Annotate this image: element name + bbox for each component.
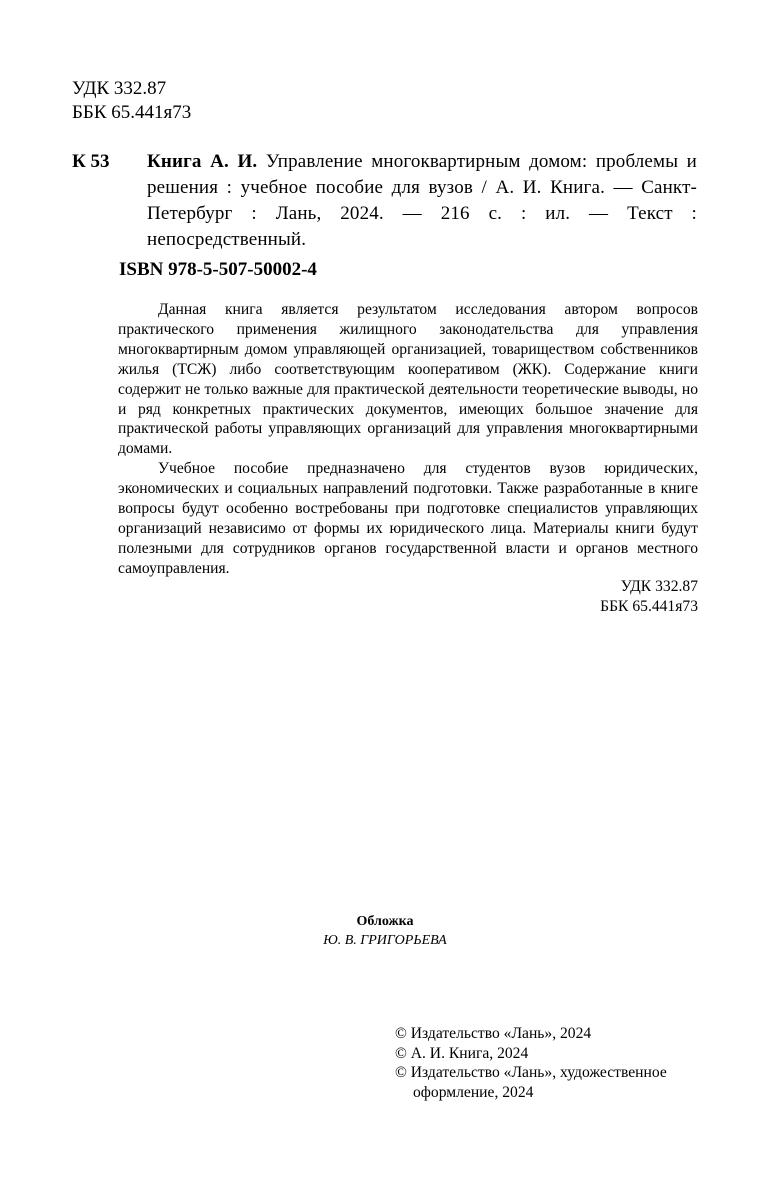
copyright-line: © Издательство «Лань», 2024: [395, 1025, 592, 1042]
annotation: [118, 300, 698, 579]
bbk-code: ББК 65.441я73: [72, 102, 192, 123]
classification-codes-top: [72, 77, 191, 125]
annotation-paragraph: Данная книга является результатом исследования автором вопросов практического применения жилищного законодательства для управления многоквартирным домом управляющей организацией, товариществом собственников жилья (ТСЖ) либо соответствующим кооперативом (ЖК). Содержание книги содержит не только важные для практической деятельности теоретические выводы, но и ряд конкретных практических документов, имеющих большое значение для практической работы управляющих организаций для управления многоквартирными домами.: [118, 301, 698, 458]
bibliographic-description: [147, 149, 697, 253]
bbk-code: ББК 65.441я73: [600, 598, 698, 615]
annotation-paragraph: Учебное пособие предназначено для студентов вузов юридических, экономических и социальных направлений подготовки. Также разработанные в книге вопросы будут особенно востребованы при подготовке специалистов управляющих организаций независимо от формы их юридического лица. Материалы книги будут полезными для сотрудников органов государственной власти и органов местного самоуправления.: [118, 460, 698, 577]
copyright-line: © А. И. Книга, 2024: [395, 1044, 529, 1062]
isbn: ISBN 978-5-507-50002-4: [119, 259, 317, 280]
cover-credit: [200, 913, 570, 950]
classification-codes-bottom: [498, 577, 698, 617]
author-name: Книга А. И.: [147, 151, 266, 172]
udk-code: УДК 332.87: [620, 578, 698, 595]
copyright-line: © Издательство «Лань», художественное: [395, 1064, 667, 1081]
udk-code: УДК 332.87: [72, 78, 167, 99]
author-mark: К 53: [72, 151, 110, 172]
copyright-line: оформление, 2024: [413, 1083, 534, 1101]
cover-designer: Ю. В. ГРИГОРЬЕВА: [323, 933, 447, 948]
cover-label: Обложка: [356, 914, 414, 929]
bibliographic-text: Управление многоквартирным домом: проблемы и решения : учебное пособие для вузов / А. И. Книга. — Санкт-Петербург : Лань, 2024. — 216 с. : ил. — Текст : непосредственный.: [147, 151, 697, 250]
copyright-block: [395, 1024, 715, 1102]
